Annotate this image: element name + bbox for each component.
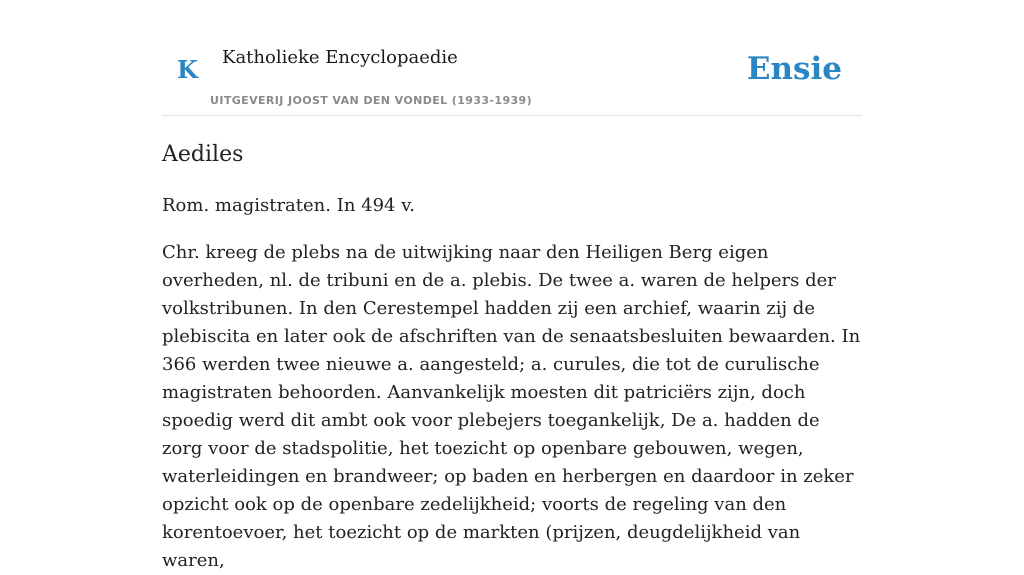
- brand-logo[interactable]: Ensie: [746, 51, 842, 87]
- site-title[interactable]: Katholieke Encyclopaedie: [222, 47, 458, 68]
- logo-mark[interactable]: K: [177, 55, 198, 84]
- site-header: [162, 0, 862, 116]
- article-paragraph: Rom. magistraten. In 494 v.: [162, 195, 415, 216]
- publisher-label: UITGEVERIJ JOOST VAN DEN VONDEL (1933-1939): [210, 94, 533, 107]
- content-container: [162, 0, 862, 571]
- article-paragraph: Chr. kreeg de plebs na de uitwijking naar den Heiligen Berg eigen overheden, nl. de tribuni en de a. plebis. De twee a. waren de helpers der volkstribunen. In den Cerestempel hadden zij een archief, waarin zij de plebiscita en later ook de afschriften van de senaatsbesluiten bewaarden. In 366 werden twee nieuwe a. aangesteld; a. curules, die tot de curulische magistraten behoorden. Aanvankelijk moesten dit patriciërs zijn, doch spoedig werd dit ambt ook voor plebejers toegankelijk, De a. hadden de zorg voor de stadspolitie, het toezicht op openbare gebouwen, wegen, waterleidingen en brandweer; op baden en herbergen en daardoor in zeker opzicht ook op de openbare zedelijkheid; voorts de regeling van den korentoevoer, het toezicht op de markten (prijzen, deugdelijkheid van waren,: [162, 242, 861, 571]
- article-title: Aediles: [162, 142, 244, 167]
